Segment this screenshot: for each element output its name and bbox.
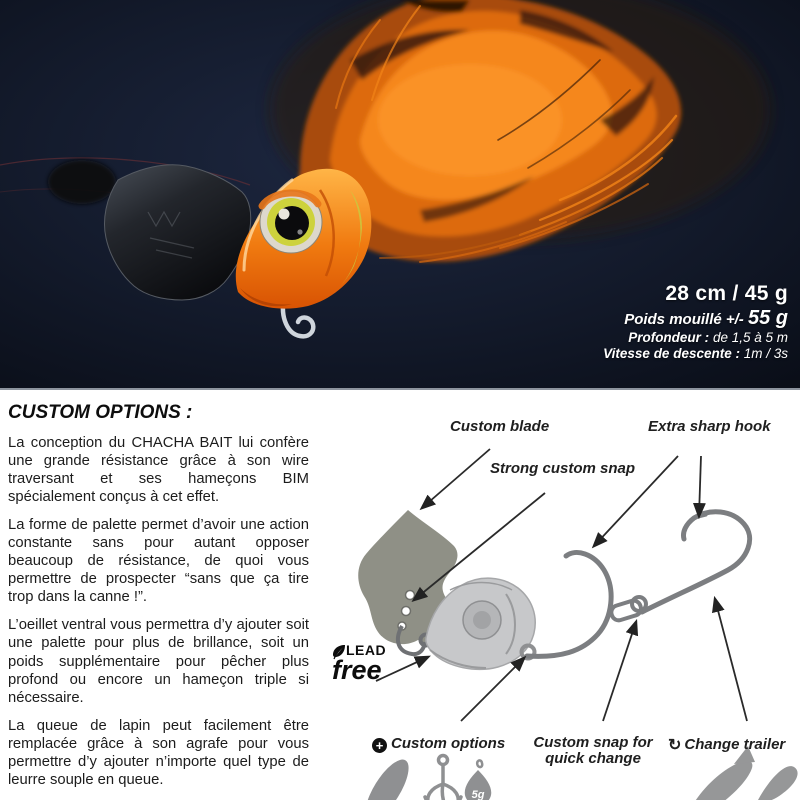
weight-label: 5g [471,789,485,800]
label-extra-sharp-hook: Extra sharp hook [648,418,771,435]
trailer-snap [610,597,646,622]
spec-sink-rate: Vitesse de descente : 1m / 3s [603,346,788,362]
paragraph-ventral-eyelet: L’oeillet ventral vous permettra d’y ajouter soit une palette pour plus de brillance, soit un poids supplémentaire pour pêcher plus profond ou encore un hameçon triple si nécessaire. [8,617,309,706]
lead-free-line2: free [332,655,382,686]
paragraph-construction: La conception du CHACHA BAIT lui confère une grande résistance grâce à son wire traversant et ses hameçons BIM spécialement conçus à cet effet. [8,435,309,506]
weight-icon [465,760,492,800]
spec-size-weight: 28 cm / 45 g [665,282,788,305]
lead-free-line1: LEAD [346,644,387,657]
paragraph-rabbit-tail: La queue de lapin peut facilement être remplacée grâce à son agrafe pour vous permettre d’y ajouter n’importe quel type de leurre souple en queue. [8,717,309,788]
refresh-icon: ↻ [668,737,682,754]
label-custom-blade: Custom blade [450,418,550,435]
paragraph-blade-action: La forme de palette permet d’avoir une action constante sans pour autant opposer beaucoup de résistance, de quoi vous permettre de prospecter “sans que ça tire trop dans la canne !”. [8,517,309,606]
lure-eye [260,191,322,253]
trailer-hook [642,512,750,612]
spec-depth: Profondeur : de 1,5 à 5 m [628,330,788,346]
lead-free-logo [332,642,387,686]
parts-diagram [330,390,800,800]
plus-circle-icon: + [372,738,387,753]
product-photo [0,0,800,388]
spec-wet-weight: Poids mouillé +/- 55 g [624,306,788,329]
treble-hook-icon [425,756,461,800]
description-text [8,402,309,799]
willow-blade-icon [357,753,416,800]
label-change-trailer: ↻ Change trailer [668,736,786,754]
section-heading: CUSTOM OPTIONS : [8,402,193,423]
description-section [0,388,800,800]
label-strong-custom-snap: Strong custom snap [490,460,636,477]
main-hook [527,552,611,656]
label-custom-snap-quick-change: Custom snap for quick change [533,734,653,767]
callout-arrows [376,449,747,721]
spec-block [603,282,788,362]
label-custom-options: + Custom options [372,735,505,753]
